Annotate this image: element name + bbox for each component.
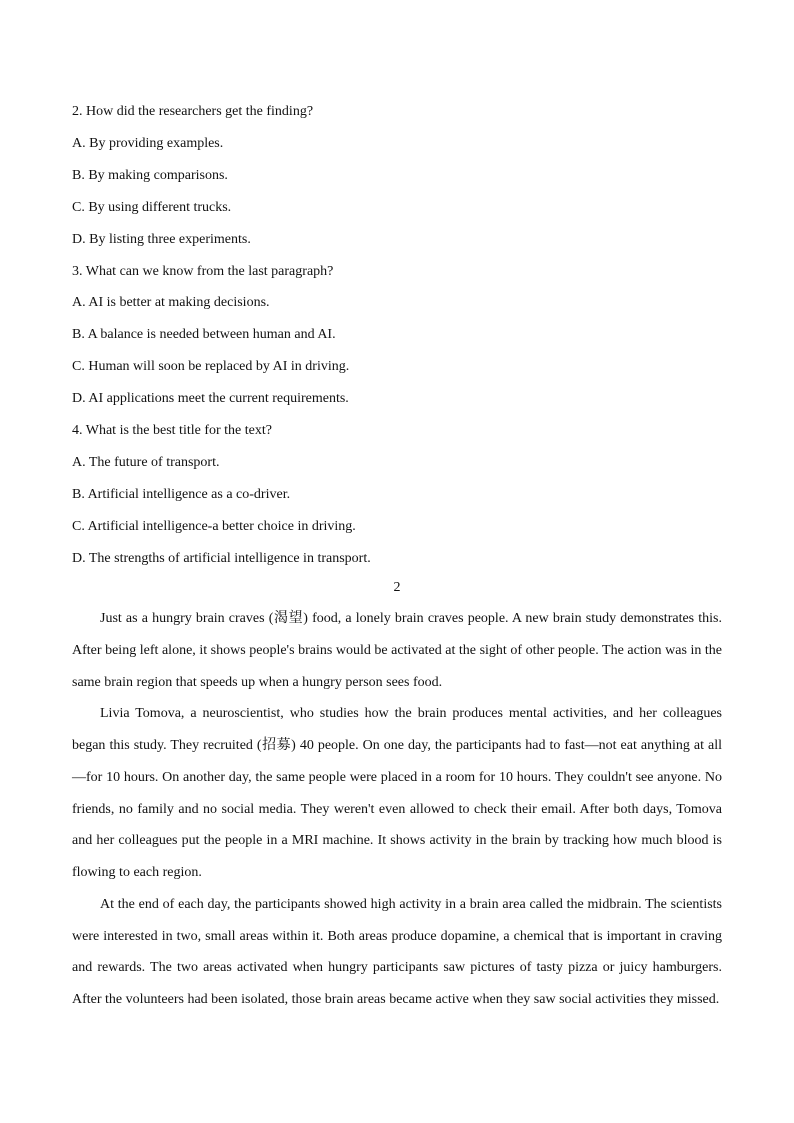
passage-paragraph: At the end of each day, the participants showed high activity in a brain area called the midbrain. The scientists were interested in two, small areas within it. Both areas produce dopamine, a chemical that is important in craving and rewards. The two areas activated when hungry participants saw pictures of tasty pizza or juicy hamburgers. After the volunteers had been isolated, those brain areas became active when they saw social activities they missed.: [72, 896, 722, 1007]
answer-option: A. By providing examples.: [72, 135, 224, 151]
answer-option: A. The future of transport.: [72, 454, 220, 470]
answer-option: D. The strengths of artificial intelligence in transport.: [72, 550, 371, 566]
answer-option: C. By using different trucks.: [72, 199, 232, 215]
question-stem: 4. What is the best title for the text?: [72, 423, 272, 439]
question-stem: 3. What can we know from the last paragraph?: [72, 263, 334, 279]
answer-option: D. AI applications meet the current requirements.: [72, 391, 349, 407]
answer-option: B. By making comparisons.: [72, 167, 228, 183]
passage-paragraph: Livia Tomova, a neuroscientist, who studies how the brain produces mental activities, and her colleagues began this study. They recruited (招募) 40 people. On one day, the participants had to fast—not eat anything at all—for 10 hours. On another day, the same people were placed in a room for 10 hours. They couldn't see anyone. No friends, no family and no social media. They weren't even allowed to check their email. After both days, Tomova and her colleagues put the people in a MRI machine. It shows activity in the brain by tracking how much blood is flowing to each region.: [72, 706, 722, 880]
answer-option: A. AI is better at making decisions.: [72, 295, 270, 311]
section-number: 2: [393, 580, 401, 595]
reading-passage: [72, 603, 722, 1016]
answer-option: D. By listing three experiments.: [72, 231, 251, 247]
answer-option: C. Human will soon be replaced by AI in driving.: [72, 359, 350, 375]
answer-option: B. A balance is needed between human and AI.: [72, 327, 336, 343]
question-stem: 2. How did the researchers get the finding?: [72, 104, 314, 119]
passage-paragraph: Just as a hungry brain craves (渴望) food, a lonely brain craves people. A new brain study demonstrates this. After being left alone, it shows people's brains would be activated at the sight of other people. The action was in the same brain region that speeds up when a hungry person sees food.: [72, 611, 722, 690]
answer-option: B. Artificial intelligence as a co-driver.: [72, 486, 291, 502]
question-list: [72, 96, 732, 575]
answer-option: C. Artificial intelligence-a better choice in driving.: [72, 518, 356, 534]
